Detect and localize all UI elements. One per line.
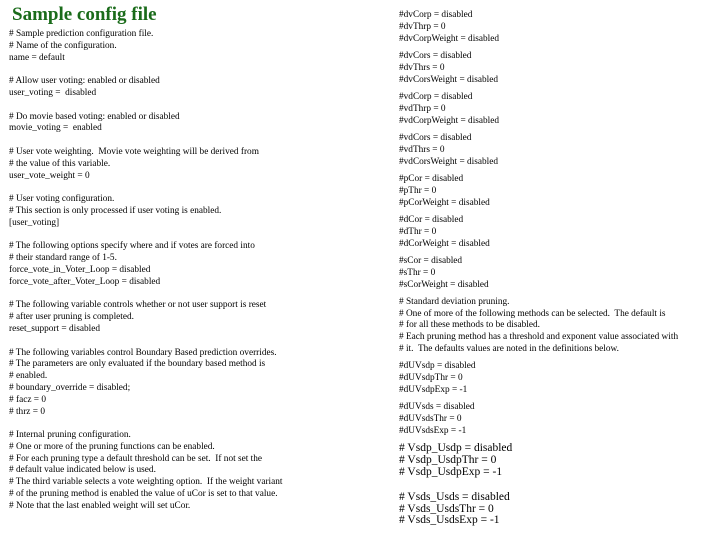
- config-line: # For each pruning type a default threshold can be set. If not set the: [9, 453, 263, 464]
- config-block: [399, 10, 715, 45]
- config-line: # Each pruning method has a threshold and exponent value associated with: [399, 332, 679, 343]
- config-line: #vdThrp = 0: [399, 103, 446, 114]
- config-line: force_vote_after_Voter_Loop = disabled: [9, 276, 161, 287]
- config-line: # The following variables control Boundary Based prediction overrides.: [9, 347, 277, 358]
- config-line: # The following options specify where and if votes are forced into: [9, 241, 255, 252]
- config-line: # Sample prediction configuration file.: [9, 29, 154, 39]
- config-line: name = default: [9, 52, 65, 63]
- config-line: #pThr = 0: [399, 185, 437, 196]
- config-block: [9, 241, 354, 288]
- config-line: #dUVsdsThr = 0: [399, 414, 462, 425]
- config-block: [399, 133, 715, 168]
- config-line: #sCor = disabled: [399, 255, 463, 266]
- config-line: #dCor = disabled: [399, 214, 464, 225]
- config-line: movie_voting = enabled: [9, 123, 102, 134]
- config-block: [9, 112, 354, 136]
- config-line: # Vsdp_UsdpThr = 0: [399, 455, 497, 467]
- config-block: [399, 92, 715, 127]
- config-block: [399, 51, 715, 86]
- config-block: [399, 492, 715, 527]
- config-line: # One or more of the pruning functions can be enabled.: [9, 441, 215, 452]
- config-line: #dvCorsWeight = disabled: [399, 74, 499, 85]
- config-line: #dvThrs = 0: [399, 62, 445, 73]
- config-line: # User voting configuration.: [9, 194, 115, 205]
- config-line: #sThr = 0: [399, 267, 436, 278]
- config-line: # it. The defaults values are noted in the definitions below.: [399, 344, 619, 355]
- page-title: Sample config file: [12, 4, 157, 25]
- config-line: #vdCorp = disabled: [399, 91, 473, 102]
- config-line: #dCorWeight = disabled: [399, 238, 490, 249]
- config-line: # Allow user voting: enabled or disabled: [9, 76, 160, 87]
- config-line: # after user pruning is completed.: [9, 312, 134, 323]
- config-block: [399, 256, 715, 291]
- config-line: # Standard deviation pruning.: [399, 296, 510, 307]
- config-line: #dUVsdpThr = 0: [399, 373, 463, 384]
- config-block: [9, 76, 354, 100]
- config-line: # One of more of the following methods can be selected. The default is: [399, 308, 666, 319]
- config-line: # Internal pruning configuration.: [9, 430, 131, 441]
- config-block: [9, 348, 354, 419]
- config-line: force_vote_in_Voter_Loop = disabled: [9, 264, 151, 275]
- config-block: [399, 361, 715, 396]
- config-line: #pCorWeight = disabled: [399, 197, 490, 208]
- config-line: # The parameters are only evaluated if the boundary based method is: [9, 359, 266, 370]
- config-block: [399, 297, 715, 356]
- config-line: #dvCorp = disabled: [399, 10, 473, 20]
- config-line: # for all these methods to be disabled.: [399, 320, 540, 331]
- config-line: #dvThrp = 0: [399, 21, 446, 32]
- config-line: # Do movie based voting: enabled or disabled: [9, 111, 180, 122]
- config-block: [9, 194, 354, 229]
- config-line: # Vsdp_Usdp = disabled: [399, 443, 513, 455]
- config-line: #vdCorpWeight = disabled: [399, 115, 500, 126]
- config-block: [399, 174, 715, 209]
- config-line: #sCorWeight = disabled: [399, 279, 489, 290]
- config-line: # User vote weighting. Movie vote weighting will be derived from: [9, 146, 259, 157]
- config-line: user_vote_weight = 0: [9, 170, 90, 181]
- config-line: #vdCors = disabled: [399, 132, 472, 143]
- config-line: # Vsds_UsdsExp = -1: [399, 515, 500, 527]
- config-block: [9, 300, 354, 335]
- config-line: # Name of the configuration.: [9, 40, 117, 51]
- config-line: #dvCorpWeight = disabled: [399, 33, 500, 44]
- config-line: # Vsds_Usds = disabled: [399, 491, 510, 503]
- config-line: # Note that the last enabled weight will set uCor.: [9, 500, 191, 511]
- config-line: reset_support = disabled: [9, 323, 100, 334]
- config-line: #dvCors = disabled: [399, 50, 472, 61]
- config-line: # enabled.: [9, 371, 48, 382]
- config-block: [9, 29, 354, 64]
- config-line: #dThr = 0: [399, 226, 437, 237]
- config-block: [399, 443, 715, 478]
- config-line: # thrz = 0: [9, 406, 45, 417]
- config-line: # of the pruning method is enabled the value of uCor is set to that value.: [9, 489, 278, 500]
- config-line: #pCor = disabled: [399, 173, 464, 184]
- config-line: [user_voting]: [9, 217, 60, 228]
- config-line: user_voting = disabled: [9, 87, 97, 98]
- config-line: # the value of this variable.: [9, 158, 111, 169]
- config-line: # This section is only processed if user voting is enabled.: [9, 205, 222, 216]
- config-line: # their standard range of 1-5.: [9, 253, 117, 264]
- config-line: #dUVsdsExp = -1: [399, 426, 467, 437]
- config-line: #dUVsdpExp = -1: [399, 385, 468, 396]
- config-line: # Vsdp_UsdpExp = -1: [399, 467, 503, 479]
- config-line: #dUVsdp = disabled: [399, 361, 476, 372]
- config-line: # The following variable controls whether or not user support is reset: [9, 300, 267, 311]
- config-line: #dUVsds = disabled: [399, 402, 475, 413]
- config-line: # default value indicated below is used.: [9, 465, 156, 476]
- config-line: #vdThrs = 0: [399, 144, 445, 155]
- config-line: # The third variable selects a vote weighting option. If the weight variant: [9, 477, 283, 488]
- config-block: [399, 402, 715, 437]
- config-block: [399, 215, 715, 250]
- config-line: #vdCorsWeight = disabled: [399, 156, 499, 167]
- config-line: # boundary_override = disabled;: [9, 382, 131, 393]
- config-block: [9, 147, 354, 182]
- left-config-column: [9, 29, 354, 513]
- config-line: # facz = 0: [9, 394, 46, 405]
- config-block: [9, 430, 354, 513]
- config-line: # Vsds_UsdsThr = 0: [399, 503, 494, 515]
- right-config-column: [399, 10, 715, 527]
